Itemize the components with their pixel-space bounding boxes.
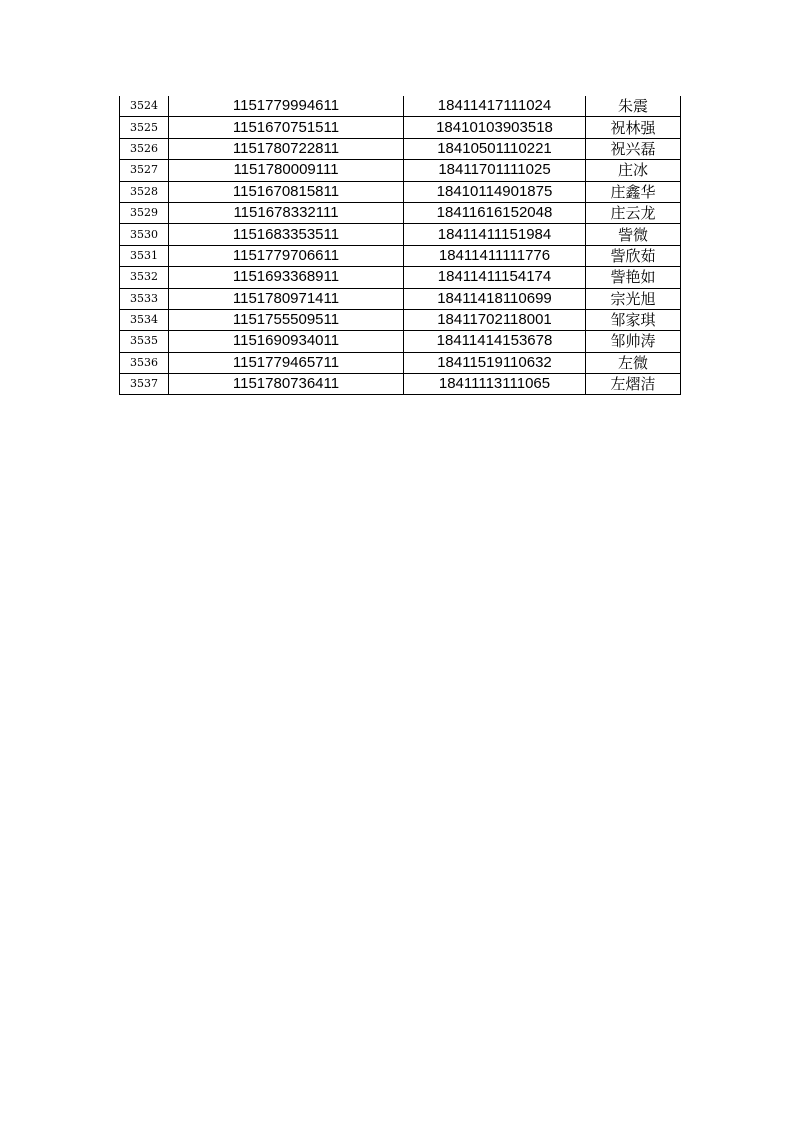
row-name-cell: 祝林强 — [586, 117, 681, 138]
row-name-cell: 訾微 — [586, 224, 681, 245]
row-seq-cell: 3525 — [120, 117, 169, 138]
row-id-cell: 1151779465711 — [169, 352, 404, 373]
row-seq-cell: 3537 — [120, 374, 169, 395]
table-row — [120, 160, 681, 181]
table-row — [120, 138, 681, 159]
row-id-cell: 1151779994611 — [169, 96, 404, 117]
row-seq-cell: 3527 — [120, 160, 169, 181]
table-row — [120, 309, 681, 330]
row-id-cell: 1151779706611 — [169, 245, 404, 266]
row-seq-cell: 3526 — [120, 138, 169, 159]
row-seq-cell: 3531 — [120, 245, 169, 266]
table-row — [120, 202, 681, 223]
row-name-cell: 左微 — [586, 352, 681, 373]
table-row — [120, 117, 681, 138]
row-id-cell: 1151780736411 — [169, 374, 404, 395]
row-name-cell: 庄冰 — [586, 160, 681, 181]
row-seq-cell: 3528 — [120, 181, 169, 202]
table-row — [120, 267, 681, 288]
row-id-cell: 1151780971411 — [169, 288, 404, 309]
row-exam-number-cell: 18411616152048 — [404, 202, 586, 223]
row-id-cell: 1151780009111 — [169, 160, 404, 181]
row-name-cell: 左熠洁 — [586, 374, 681, 395]
table-row — [120, 245, 681, 266]
table-row — [120, 374, 681, 395]
row-id-cell: 1151683353511 — [169, 224, 404, 245]
row-id-cell: 1151693368911 — [169, 267, 404, 288]
row-exam-number-cell: 18411519110632 — [404, 352, 586, 373]
row-seq-cell: 3533 — [120, 288, 169, 309]
row-exam-number-cell: 18411417111024 — [404, 96, 586, 117]
row-seq-cell: 3529 — [120, 202, 169, 223]
row-exam-number-cell: 18410501110221 — [404, 138, 586, 159]
row-name-cell: 祝兴磊 — [586, 138, 681, 159]
table-row — [120, 224, 681, 245]
row-exam-number-cell: 18411418110699 — [404, 288, 586, 309]
table-row — [120, 288, 681, 309]
row-name-cell: 邹帅涛 — [586, 331, 681, 352]
row-name-cell: 朱震 — [586, 96, 681, 117]
row-name-cell: 邹家琪 — [586, 309, 681, 330]
row-name-cell: 宗光旭 — [586, 288, 681, 309]
row-name-cell: 訾艳如 — [586, 267, 681, 288]
row-exam-number-cell: 18411702118001 — [404, 309, 586, 330]
row-id-cell: 1151690934011 — [169, 331, 404, 352]
table-row — [120, 96, 681, 117]
row-seq-cell: 3524 — [120, 96, 169, 117]
table-row — [120, 181, 681, 202]
row-exam-number-cell: 18411414153678 — [404, 331, 586, 352]
row-exam-number-cell: 18411701111025 — [404, 160, 586, 181]
row-seq-cell: 3535 — [120, 331, 169, 352]
row-exam-number-cell: 18411411154174 — [404, 267, 586, 288]
table-row — [120, 352, 681, 373]
row-id-cell: 1151755509511 — [169, 309, 404, 330]
row-id-cell: 1151670815811 — [169, 181, 404, 202]
row-exam-number-cell: 18411411151984 — [404, 224, 586, 245]
table-row — [120, 331, 681, 352]
roster-table — [119, 96, 681, 395]
row-seq-cell: 3530 — [120, 224, 169, 245]
row-name-cell: 庄鑫华 — [586, 181, 681, 202]
row-exam-number-cell: 18411113111065 — [404, 374, 586, 395]
row-exam-number-cell: 18410103903518 — [404, 117, 586, 138]
row-name-cell: 訾欣茹 — [586, 245, 681, 266]
row-id-cell: 1151678332111 — [169, 202, 404, 223]
row-name-cell: 庄云龙 — [586, 202, 681, 223]
roster-table-body — [120, 96, 681, 395]
row-id-cell: 1151780722811 — [169, 138, 404, 159]
row-id-cell: 1151670751511 — [169, 117, 404, 138]
row-exam-number-cell: 18411411111776 — [404, 245, 586, 266]
row-seq-cell: 3532 — [120, 267, 169, 288]
row-seq-cell: 3536 — [120, 352, 169, 373]
row-seq-cell: 3534 — [120, 309, 169, 330]
row-exam-number-cell: 18410114901875 — [404, 181, 586, 202]
